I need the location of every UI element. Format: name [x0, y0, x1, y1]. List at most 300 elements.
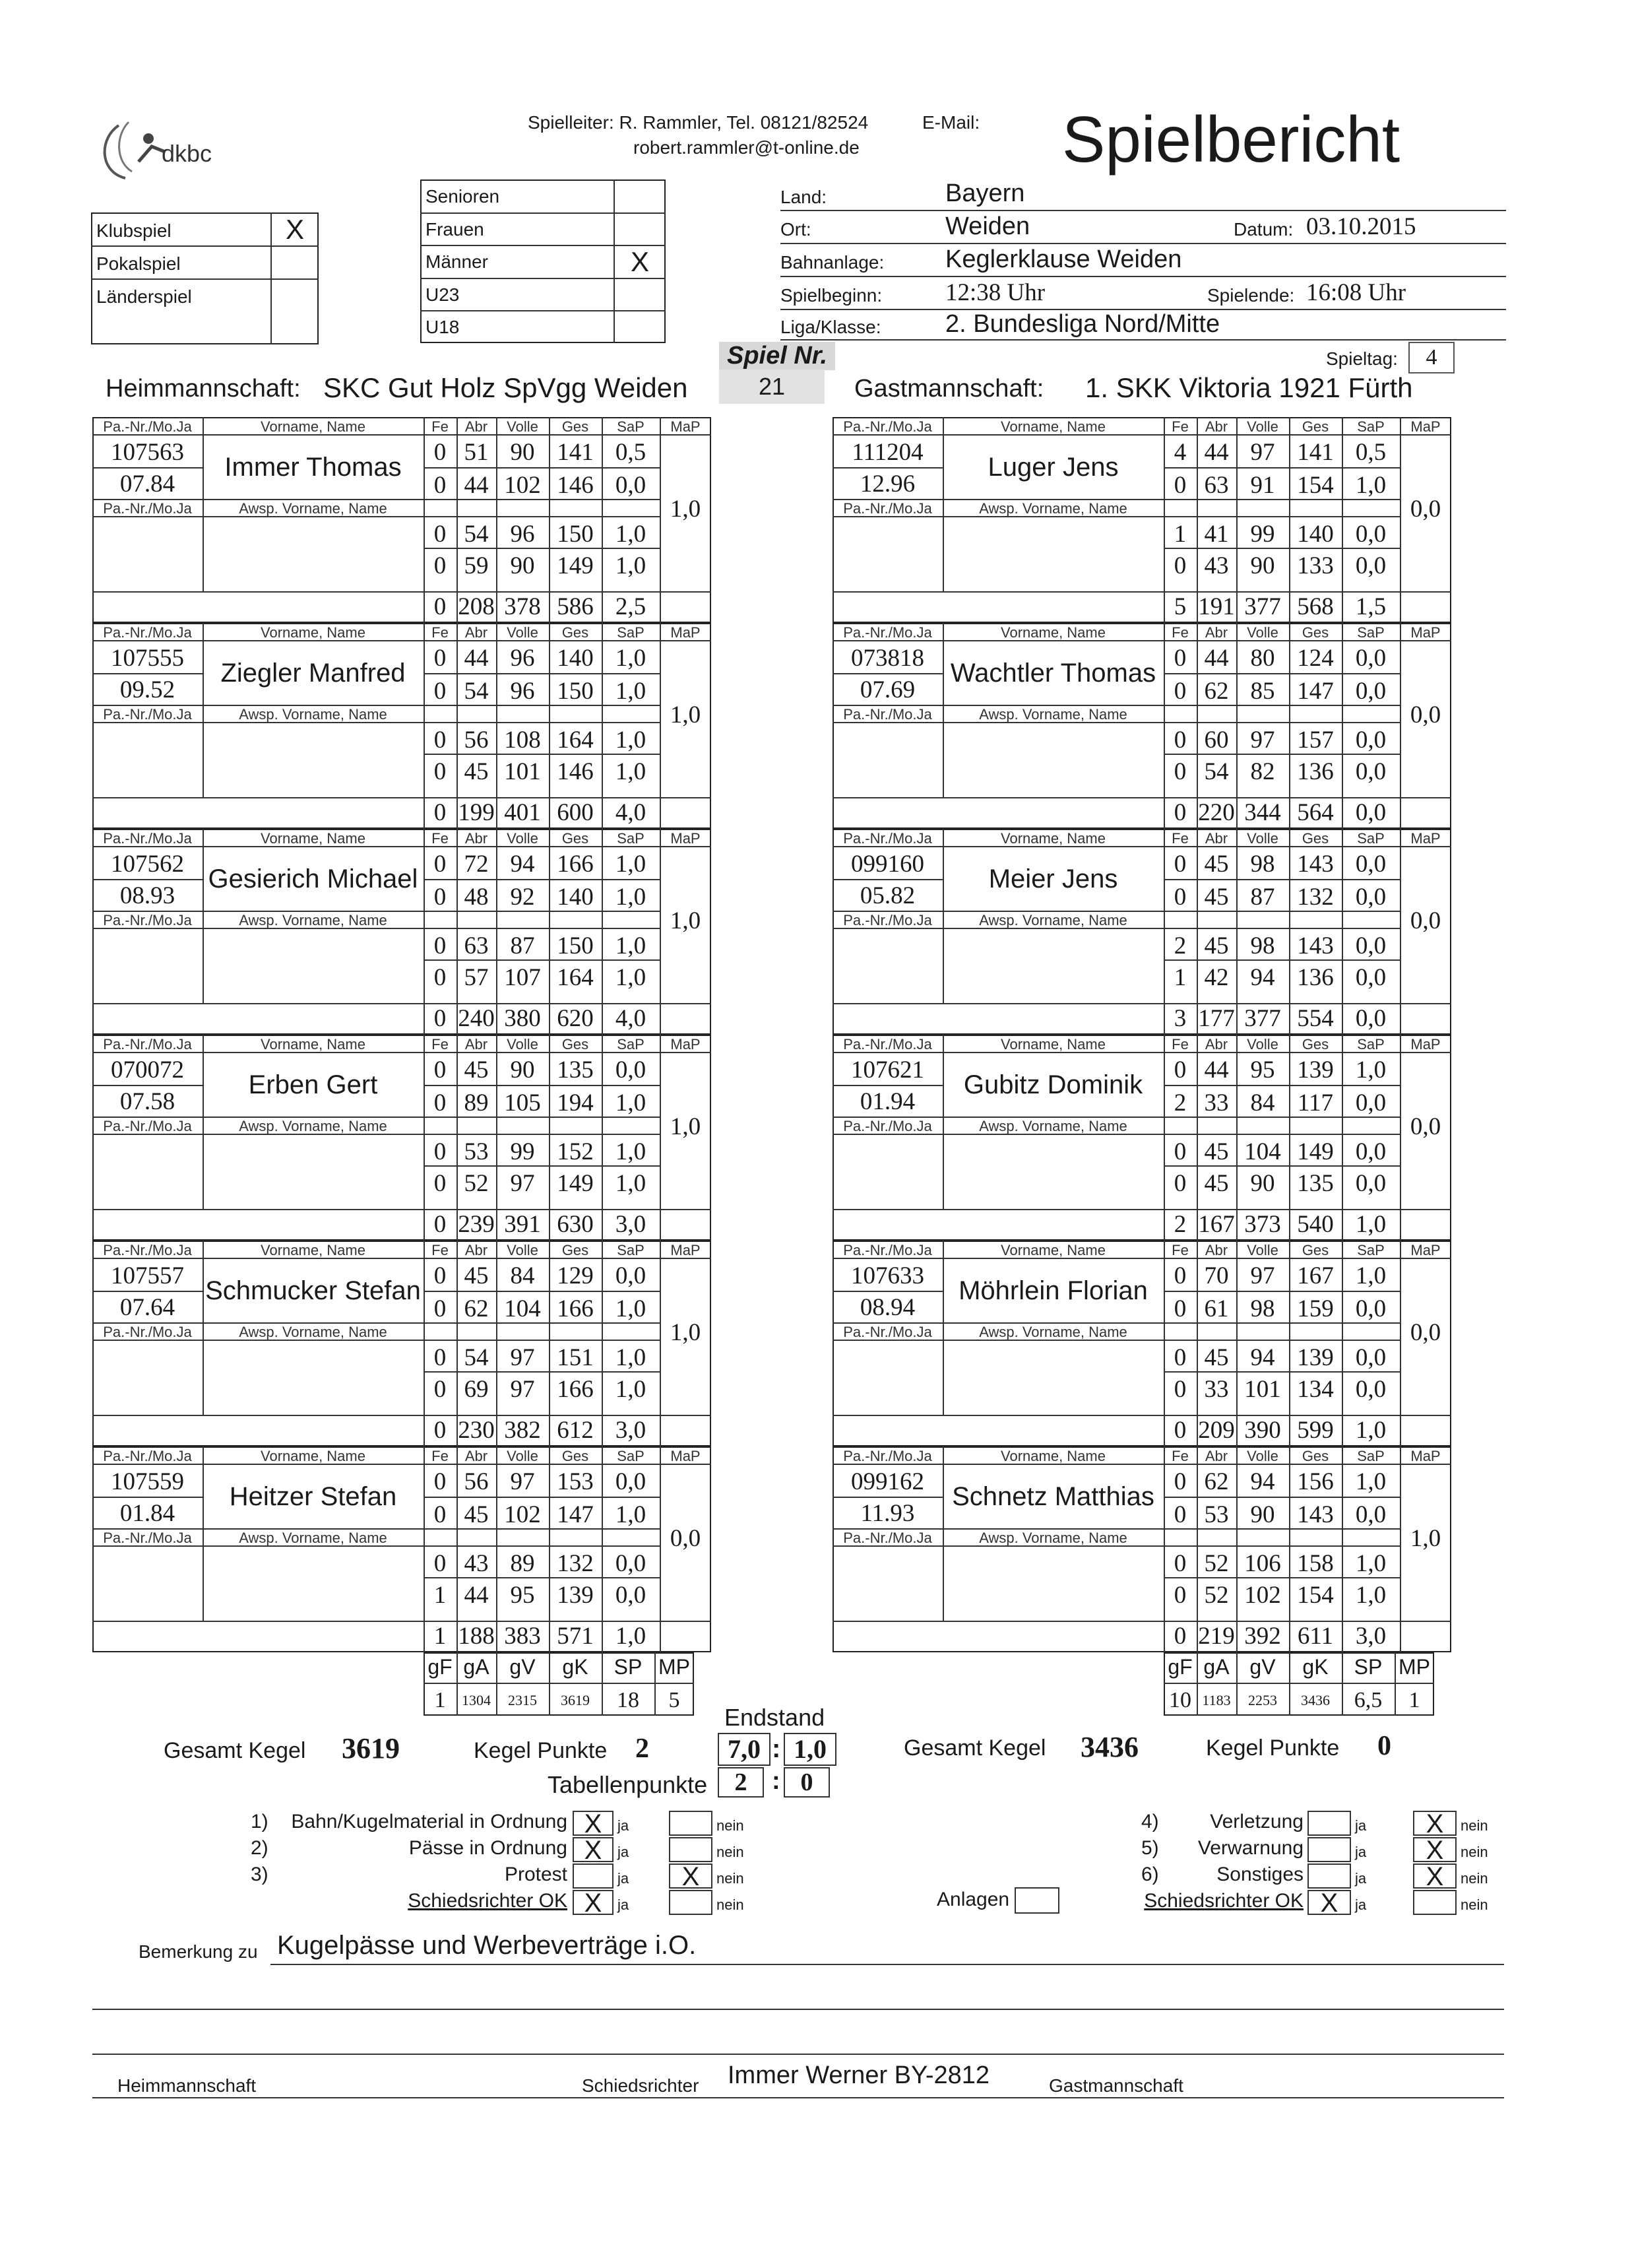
score-cell: 1,0 — [615, 521, 646, 548]
score-cell: 0 — [433, 727, 447, 754]
check-label: Sonstiges — [1216, 1863, 1304, 1885]
score-cell: 44 — [464, 645, 489, 672]
category-label: U18 — [425, 317, 460, 338]
score-cell: 0 — [1174, 1582, 1187, 1609]
score-cell: 0,0 — [1355, 932, 1387, 959]
summary-header: gF — [1168, 1655, 1193, 1679]
score-cell: 80 — [1250, 645, 1275, 672]
score-cell: 43 — [1204, 552, 1229, 579]
col-header-map: MaP — [1410, 1242, 1441, 1258]
score-cell: 158 — [1297, 1550, 1334, 1577]
score-cell: 54 — [464, 521, 489, 548]
col-header-ges: Ges — [1302, 1242, 1329, 1258]
score-cell: 0 — [433, 1262, 447, 1289]
score-cell: 90 — [1250, 1170, 1275, 1197]
score-cell: 1,0 — [615, 1138, 646, 1165]
total-cell: 0 — [433, 1211, 447, 1238]
score-cell: 1,0 — [615, 1295, 646, 1322]
match-type-label: Länderspiel — [96, 286, 192, 307]
nein-label: nein — [1461, 1817, 1488, 1834]
score-cell: 0,0 — [615, 472, 646, 499]
col-header-abr: Abr — [1205, 830, 1228, 846]
col-header-ges: Ges — [1302, 1448, 1329, 1464]
total-cell: 0 — [433, 593, 447, 620]
score-cell: 150 — [557, 521, 594, 548]
total-cell: 571 — [557, 1623, 594, 1650]
col-header-sap: SaP — [1357, 1242, 1385, 1258]
check-ja-box[interactable] — [1307, 1863, 1351, 1889]
score-cell: 0,0 — [1355, 1344, 1387, 1371]
col-header-ges: Ges — [561, 624, 589, 640]
player-name: Möhrlein Florian — [959, 1276, 1148, 1305]
score-cell: 194 — [557, 1089, 594, 1117]
score-cell: 56 — [464, 727, 489, 754]
score-cell: 135 — [1297, 1170, 1334, 1197]
col-header-volle: Volle — [1247, 418, 1278, 434]
summary-value: 5 — [668, 1688, 680, 1712]
score-cell: 45 — [1204, 884, 1229, 911]
player-name: Heitzer Stefan — [229, 1482, 397, 1511]
check-nein-box[interactable] — [669, 1811, 712, 1836]
home-gesamt-value: 3619 — [342, 1732, 400, 1765]
check-ja-box[interactable]: X — [573, 1837, 614, 1862]
score-cell: 1,0 — [615, 884, 646, 911]
bowler-icon — [92, 112, 218, 185]
col-header-name: Vorname, Name — [261, 830, 365, 846]
awsp-name-label: Awsp. Vorname, Name — [239, 1118, 387, 1134]
score-cell: 104 — [1244, 1138, 1281, 1165]
bahnanlage-value: Keglerklause Weiden — [945, 245, 1182, 273]
col-header-volle: Volle — [1247, 624, 1278, 640]
summary-value: 1 — [1408, 1688, 1420, 1712]
check-ja-box[interactable] — [1307, 1837, 1351, 1862]
score-cell: 89 — [510, 1550, 535, 1577]
col-header-ges: Ges — [1302, 418, 1329, 434]
check-num: 3) — [251, 1863, 268, 1885]
col-header-map: MaP — [670, 624, 701, 640]
col-header-ges: Ges — [1302, 1036, 1329, 1052]
col-header-fe: Fe — [431, 1242, 449, 1258]
score-cell: 0 — [1174, 758, 1187, 785]
score-cell: 0 — [1174, 1376, 1187, 1403]
score-cell: 99 — [510, 1138, 535, 1165]
player-birth-date: 01.84 — [119, 1500, 175, 1527]
nein-label: nein — [1461, 1870, 1488, 1887]
score-cell: 1,0 — [1355, 472, 1387, 499]
score-cell: 101 — [504, 758, 541, 785]
player-pass-number: 107557 — [111, 1262, 184, 1289]
total-cell: 3,0 — [615, 1417, 646, 1444]
anlagen-checkbox[interactable] — [1015, 1887, 1059, 1914]
col-header-name: Vorname, Name — [1001, 1448, 1106, 1464]
page-title: Spielbericht — [1062, 103, 1400, 176]
col-header-abr: Abr — [1205, 624, 1228, 640]
col-header-volle: Volle — [1247, 830, 1278, 846]
summary-value: 3436 — [1301, 1692, 1330, 1708]
check-nein-box[interactable]: X — [1413, 1863, 1457, 1889]
score-cell: 1,0 — [615, 552, 646, 579]
col-header-map: MaP — [670, 1242, 701, 1258]
col-header-name: Vorname, Name — [261, 1242, 365, 1258]
ende-value: 16:08 Uhr — [1306, 279, 1406, 306]
score-cell: 52 — [1204, 1582, 1229, 1609]
anlagen-label: Anlagen — [937, 1889, 1010, 1910]
datum-label: Datum: — [1234, 219, 1294, 240]
total-cell: 0 — [433, 1417, 447, 1444]
home-punkte-label: Kegel Punkte — [474, 1738, 608, 1763]
col-header-fe: Fe — [1172, 624, 1189, 640]
score-cell: 105 — [504, 1089, 541, 1117]
score-cell: 154 — [1297, 1582, 1334, 1609]
check-nein-box[interactable] — [669, 1837, 712, 1862]
score-cell: 43 — [464, 1550, 489, 1577]
check-num: 5) — [1141, 1837, 1159, 1859]
awsp-pass-label: Pa.-Nr./Mo.Ja — [103, 1530, 192, 1545]
col-header-ges: Ges — [561, 830, 589, 846]
summary-value: 2315 — [508, 1692, 537, 1708]
score-cell: 97 — [510, 1344, 535, 1371]
score-cell: 141 — [1297, 439, 1334, 466]
home-team: SKC Gut Holz SpVgg Weiden — [323, 372, 688, 403]
home-gesamt-label: Gesamt Kegel — [164, 1738, 306, 1763]
score-cell: 0 — [433, 1501, 447, 1528]
score-cell: 152 — [557, 1138, 594, 1165]
score-cell: 0,0 — [615, 1262, 646, 1289]
col-header-name: Vorname, Name — [261, 1448, 365, 1464]
summary-value: 1 — [434, 1688, 446, 1712]
score-cell: 150 — [557, 932, 594, 959]
liga-value: 2. Bundesliga Nord/Mitte — [945, 310, 1220, 338]
score-cell: 117 — [1297, 1089, 1334, 1117]
score-cell: 166 — [557, 1376, 594, 1403]
score-cell: 62 — [1204, 678, 1229, 705]
total-cell: 630 — [557, 1211, 594, 1238]
score-cell: 134 — [1297, 1376, 1334, 1403]
ja-label: ja — [1355, 1896, 1367, 1913]
score-cell: 0,0 — [615, 1550, 646, 1577]
home-punkte-value: 2 — [635, 1733, 649, 1764]
score-cell: 0,5 — [1355, 439, 1387, 466]
total-cell: 377 — [1244, 593, 1281, 620]
score-cell: 0 — [1174, 1344, 1187, 1371]
check-ja-box[interactable] — [1307, 1811, 1351, 1836]
check-nein-box[interactable]: X — [1413, 1811, 1457, 1836]
score-cell: 99 — [1250, 521, 1275, 548]
score-cell: 166 — [557, 851, 594, 878]
score-cell: 53 — [1204, 1501, 1229, 1528]
player-map: 0,0 — [1410, 907, 1441, 934]
score-cell: 1,0 — [615, 645, 646, 672]
score-cell: 156 — [1297, 1468, 1334, 1495]
col-header-fe: Fe — [1172, 418, 1189, 434]
tabellen-home: 2 — [718, 1767, 764, 1798]
player-birth-date: 11.93 — [860, 1500, 915, 1527]
summary-header: gA — [463, 1655, 489, 1679]
score-cell: 0 — [433, 932, 447, 959]
total-cell: 1,0 — [1355, 1211, 1387, 1238]
score-cell: 52 — [464, 1170, 489, 1197]
total-cell: 0 — [433, 799, 447, 826]
score-cell: 154 — [1297, 472, 1334, 499]
score-cell: 0 — [433, 1468, 447, 1495]
score-cell: 45 — [464, 1501, 489, 1528]
score-cell: 54 — [1204, 758, 1229, 785]
score-cell: 0 — [1174, 1295, 1187, 1322]
player-pass-number: 107563 — [111, 439, 184, 466]
summary-header: gA — [1203, 1655, 1230, 1679]
total-cell: 401 — [504, 799, 541, 826]
ja-label: ja — [617, 1870, 629, 1887]
dkbc-logo — [92, 112, 218, 185]
spiel-nr-value: 21 — [719, 370, 825, 404]
score-cell: 0,0 — [1355, 884, 1387, 911]
score-cell: 42 — [1204, 964, 1229, 991]
score-cell: 94 — [1250, 1344, 1275, 1371]
score-cell: 97 — [510, 1170, 535, 1197]
score-cell: 85 — [1250, 678, 1275, 705]
score-cell: 1,0 — [1355, 1468, 1387, 1495]
col-header-sap: SaP — [617, 1036, 645, 1052]
score-cell: 1,0 — [615, 851, 646, 878]
col-header-abr: Abr — [464, 1036, 488, 1052]
total-cell: 540 — [1297, 1211, 1334, 1238]
check-label: Pässe in Ordnung — [408, 1837, 567, 1859]
col-header-sap: SaP — [617, 1448, 645, 1464]
category-mark[interactable]: X — [630, 246, 649, 278]
bemerkung-label: Bemerkung zu — [139, 1941, 258, 1962]
score-cell: 1,0 — [1355, 1262, 1387, 1289]
total-cell: 611 — [1297, 1623, 1334, 1650]
footer-gast: Gastmannschaft — [1049, 2075, 1183, 2096]
score-cell: 44 — [464, 1582, 489, 1609]
score-cell: 141 — [557, 439, 594, 466]
total-cell: 0,0 — [1355, 799, 1387, 826]
player-birth-date: 05.82 — [860, 882, 916, 909]
score-cell: 0,0 — [1355, 1376, 1387, 1403]
col-header-abr: Abr — [464, 1242, 488, 1258]
col-header-fe: Fe — [1172, 1036, 1189, 1052]
score-cell: 45 — [464, 1262, 489, 1289]
total-cell: 380 — [504, 1005, 541, 1032]
score-cell: 104 — [504, 1295, 541, 1322]
score-cell: 0,0 — [1355, 851, 1387, 878]
player-name: Gesierich Michael — [208, 864, 418, 893]
check-nein-box[interactable]: X — [669, 1863, 712, 1889]
col-header-volle: Volle — [507, 830, 538, 846]
col-header-name: Vorname, Name — [1001, 1036, 1106, 1052]
awsp-pass-label: Pa.-Nr./Mo.Ja — [103, 1118, 192, 1134]
score-cell: 0 — [433, 552, 447, 579]
ort-label: Ort: — [780, 219, 811, 240]
summary-header: gF — [427, 1655, 453, 1679]
score-cell: 94 — [510, 851, 535, 878]
check-nein-box[interactable]: X — [1413, 1837, 1457, 1862]
col-header-pass: Pa.-Nr./Mo.Ja — [103, 1448, 192, 1464]
total-cell: 4,0 — [615, 799, 646, 826]
score-cell: 0 — [1174, 645, 1187, 672]
total-cell: 199 — [458, 799, 495, 826]
player-birth-date: 08.93 — [119, 882, 175, 909]
total-cell: 620 — [557, 1005, 594, 1032]
col-header-map: MaP — [670, 830, 701, 846]
check-label: Verletzung — [1210, 1811, 1304, 1832]
ja-label: ja — [617, 1817, 629, 1834]
col-header-abr: Abr — [464, 624, 488, 640]
ja-label: ja — [617, 1896, 629, 1913]
awsp-pass-label: Pa.-Nr./Mo.Ja — [103, 1324, 192, 1340]
col-header-pass: Pa.-Nr./Mo.Ja — [843, 1448, 932, 1464]
player-map: 1,0 — [670, 1113, 701, 1140]
score-cell: 124 — [1297, 645, 1334, 672]
score-cell: 41 — [1204, 521, 1229, 548]
score-cell: 97 — [1250, 439, 1275, 466]
score-cell: 147 — [1297, 678, 1334, 705]
col-header-ges: Ges — [561, 1036, 589, 1052]
summary-value: 10 — [1169, 1688, 1191, 1712]
col-header-sap: SaP — [1357, 624, 1385, 640]
check-ja-box[interactable]: X — [573, 1811, 614, 1836]
score-cell: 102 — [504, 472, 541, 499]
check-label: Protest — [504, 1863, 567, 1885]
score-cell: 57 — [464, 964, 489, 991]
summary-header: SP — [614, 1655, 643, 1679]
col-header-name: Vorname, Name — [261, 1036, 365, 1052]
score-cell: 1 — [433, 1582, 447, 1609]
score-cell: 0 — [433, 1344, 447, 1371]
score-cell: 98 — [1250, 851, 1275, 878]
score-cell: 1,0 — [615, 1089, 646, 1117]
score-cell: 146 — [557, 472, 594, 499]
player-pass-number: 107555 — [111, 645, 184, 672]
score-cell: 139 — [557, 1582, 594, 1609]
col-header-pass: Pa.-Nr./Mo.Ja — [103, 1036, 192, 1052]
score-cell: 164 — [557, 964, 594, 991]
score-cell: 146 — [557, 758, 594, 785]
score-cell: 70 — [1204, 1262, 1229, 1289]
col-header-volle: Volle — [1247, 1448, 1278, 1464]
player-map: 0,0 — [1410, 701, 1441, 729]
score-cell: 139 — [1297, 1344, 1334, 1371]
score-cell: 44 — [1204, 1056, 1229, 1084]
col-header-volle: Volle — [507, 1036, 538, 1052]
score-cell: 72 — [464, 851, 489, 878]
check-ja-box[interactable]: X — [573, 1890, 614, 1915]
endstand-colon: : — [772, 1734, 781, 1763]
score-cell: 0 — [433, 678, 447, 705]
awsp-name-label: Awsp. Vorname, Name — [239, 500, 387, 516]
col-header-map: MaP — [1410, 1036, 1441, 1052]
col-header-map: MaP — [1410, 830, 1441, 846]
score-cell: 102 — [504, 1501, 541, 1528]
score-cell: 90 — [510, 439, 535, 466]
col-header-name: Vorname, Name — [261, 418, 365, 434]
score-cell: 94 — [1250, 1468, 1275, 1495]
check-nein-box[interactable] — [669, 1890, 712, 1915]
player-map: 0,0 — [1410, 1319, 1441, 1346]
summary-header: gK — [562, 1655, 588, 1679]
player-map: 1,0 — [670, 907, 701, 934]
tabellen-colon: : — [772, 1767, 780, 1795]
check-ja-box[interactable]: X — [1307, 1890, 1351, 1915]
total-cell: 2 — [1174, 1211, 1187, 1238]
score-cell: 1 — [1174, 964, 1187, 991]
land-label: Land: — [780, 187, 827, 207]
total-cell: 0 — [433, 1005, 447, 1032]
col-header-pass: Pa.-Nr./Mo.Ja — [843, 1242, 932, 1258]
awsp-pass-label: Pa.-Nr./Mo.Ja — [103, 500, 192, 516]
match-type-mark[interactable]: X — [285, 214, 304, 245]
guest-gesamt-value: 3436 — [1081, 1731, 1139, 1763]
score-cell: 95 — [1250, 1056, 1275, 1084]
score-cell: 1,0 — [615, 1344, 646, 1371]
total-cell: 383 — [504, 1623, 541, 1650]
col-header-name: Vorname, Name — [1001, 418, 1106, 434]
total-cell: 209 — [1198, 1417, 1235, 1444]
score-cell: 54 — [464, 1344, 489, 1371]
endstand-label: Endstand — [724, 1704, 825, 1731]
awsp-name-label: Awsp. Vorname, Name — [979, 912, 1127, 928]
score-cell: 0 — [433, 758, 447, 785]
score-cell: 151 — [557, 1344, 594, 1371]
player-name: Erben Gert — [248, 1070, 378, 1099]
score-cell: 0 — [433, 1170, 447, 1197]
col-header-name: Vorname, Name — [1001, 624, 1106, 640]
player-map: 1,0 — [670, 1319, 701, 1346]
total-cell: 344 — [1244, 799, 1281, 826]
col-header-volle: Volle — [507, 418, 538, 434]
category-label: Männer — [425, 251, 488, 273]
player-map: 0,0 — [1410, 1113, 1441, 1140]
total-cell: 1,0 — [1355, 1417, 1387, 1444]
score-cell: 0 — [1174, 678, 1187, 705]
score-cell: 0,0 — [1355, 964, 1387, 991]
check-ja-box[interactable] — [573, 1863, 614, 1889]
col-header-sap: SaP — [1357, 1448, 1385, 1464]
col-header-abr: Abr — [1205, 1242, 1228, 1258]
match-type-label: Klubspiel — [96, 220, 172, 241]
score-cell: 84 — [510, 1262, 535, 1289]
score-cell: 0 — [1174, 1501, 1187, 1528]
score-cell: 136 — [1297, 964, 1334, 991]
nein-label: nein — [1461, 1896, 1488, 1913]
summary-header: gV — [509, 1655, 536, 1679]
score-cell: 51 — [464, 439, 489, 466]
score-cell: 96 — [510, 678, 535, 705]
col-header-abr: Abr — [464, 830, 488, 846]
summary-value: 2253 — [1248, 1692, 1277, 1708]
col-header-fe: Fe — [431, 624, 449, 640]
score-cell: 1,0 — [615, 758, 646, 785]
check-nein-box[interactable] — [1413, 1890, 1457, 1915]
col-header-ges: Ges — [1302, 624, 1329, 640]
total-cell: 167 — [1198, 1211, 1235, 1238]
summary-value: 1183 — [1202, 1692, 1231, 1708]
col-header-abr: Abr — [1205, 418, 1228, 434]
score-cell: 89 — [464, 1089, 489, 1117]
spieltag-value: 4 — [1408, 342, 1455, 373]
score-cell: 0 — [1174, 1170, 1187, 1197]
col-header-name: Vorname, Name — [1001, 830, 1106, 846]
datum-value: 03.10.2015 — [1306, 213, 1416, 240]
player-pass-number: 107559 — [111, 1468, 184, 1495]
score-cell: 48 — [464, 884, 489, 911]
category-label: U23 — [425, 284, 460, 305]
email: robert.rammler@t-online.de — [633, 137, 860, 158]
score-cell: 0 — [1174, 552, 1187, 579]
score-cell: 0 — [1174, 884, 1187, 911]
total-cell: 177 — [1198, 1005, 1235, 1032]
total-cell: 612 — [557, 1417, 594, 1444]
